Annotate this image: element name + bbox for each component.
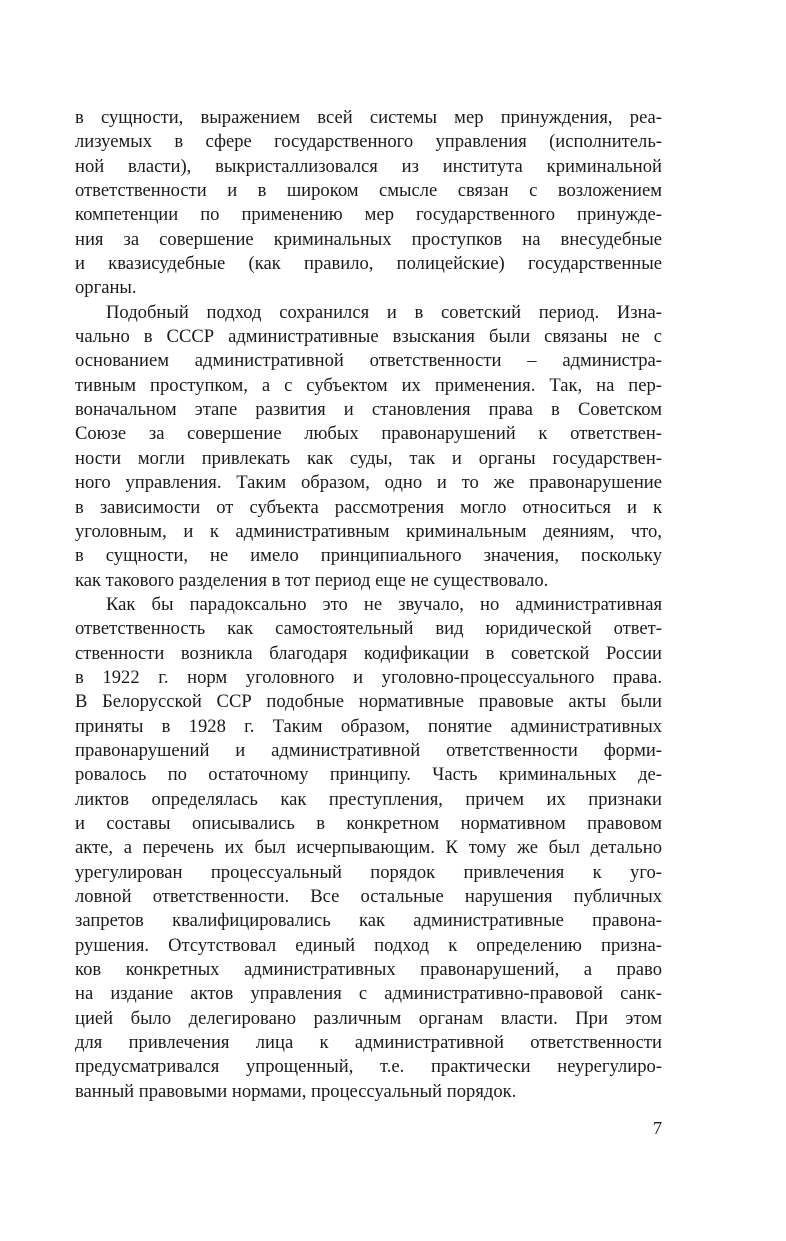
paragraph-3 xyxy=(75,593,662,1104)
text-line: ванный правовыми нормами, процессуальный порядок. xyxy=(75,1080,517,1102)
text-line: рушения. Отсутствовал единый подход к определению призна- xyxy=(75,934,662,956)
text-line: Как бы парадоксально это не звучало, но административная xyxy=(106,593,662,615)
body-text xyxy=(75,106,662,1104)
text-line: на издание актов управления с административно-правовой санк- xyxy=(75,983,662,1005)
text-line: акте, а перечень их был исчерпывающим. К тому же был детально xyxy=(75,837,662,859)
text-line: ности могли привлекать как суды, так и органы государствен- xyxy=(75,447,662,469)
text-line: как такового разделения в тот период еще не существовало. xyxy=(75,569,549,591)
paragraph-2 xyxy=(75,301,662,593)
text-line: ния за совершение криминальных проступков на внесудебные xyxy=(75,228,662,250)
text-line: цией было делегировано различным органам власти. При этом xyxy=(75,1007,662,1029)
text-line: Союзе за совершение любых правонарушений к ответствен- xyxy=(75,423,662,445)
text-line: лизуемых в сфере государственного управления (исполнитель- xyxy=(75,131,662,153)
text-line: В Белорусской ССР подобные нормативные правовые акты были xyxy=(75,691,662,713)
text-line: ровалось по остаточному принципу. Часть криминальных де- xyxy=(75,764,662,786)
text-line: и составы описывались в конкретном нормативном правовом xyxy=(75,812,662,834)
text-line: запретов квалифицировались как административные правона- xyxy=(75,910,662,932)
text-line: ловной ответственности. Все остальные нарушения публичных xyxy=(75,886,662,907)
text-line: тивным проступком, а с субъектом их применения. Так, на пер- xyxy=(75,374,662,396)
text-line: в зависимости от субъекта рассмотрения могло относиться и к xyxy=(75,496,662,518)
text-line: Подобный подход сохранился и в советский период. Изна- xyxy=(106,301,662,323)
text-line: приняты в 1928 г. Таким образом, понятие административных xyxy=(75,715,662,737)
paragraph-1 xyxy=(75,106,662,301)
text-line: предусматривался упрощенный, т.е. практически неурегулиро- xyxy=(75,1056,662,1078)
text-line: основанием административной ответственности – администра- xyxy=(75,350,662,372)
page-number: 7 xyxy=(653,1118,662,1138)
text-line: в 1922 г. норм уголовного и уголовно-процессуального права. xyxy=(75,666,662,688)
text-line: воначальном этапе развития и становления права в Советском xyxy=(75,399,662,421)
text-line: в сущности, не имело принципиального значения, поскольку xyxy=(75,545,662,567)
text-line: ственности возникла благодаря кодификации в советской России xyxy=(75,642,662,664)
text-line: ликтов определялась как преступления, причем их признаки xyxy=(75,788,662,810)
text-line: и квазисудебные (как правило, полицейские) государственные xyxy=(75,253,662,275)
text-line: для привлечения лица к административной ответственности xyxy=(75,1032,662,1054)
text-line: ков конкретных административных правонарушений, а право xyxy=(75,959,662,981)
text-line: урегулирован процессуальный порядок привлечения к уго- xyxy=(75,861,662,883)
text-line: органы. xyxy=(75,277,137,299)
text-line: чально в СССР административные взыскания были связаны не с xyxy=(75,326,662,348)
text-line: в сущности, выражением всей системы мер принуждения, реа- xyxy=(75,107,662,128)
text-line: компетенции по применению мер государственного принужде- xyxy=(75,204,662,226)
text-line: ной власти), выкристаллизовался из института криминальной xyxy=(75,155,662,177)
text-line: правонарушений и административной ответственности форми- xyxy=(75,739,662,761)
text-line: ответственности и в широком смысле связан с возложением xyxy=(75,180,662,202)
text-line: уголовным, и к административным криминальным деяниям, что, xyxy=(75,520,662,542)
text-line: ного управления. Таким образом, одно и то же правонарушение xyxy=(75,472,662,494)
text-line: ответственность как самостоятельный вид юридической ответ- xyxy=(75,618,662,640)
